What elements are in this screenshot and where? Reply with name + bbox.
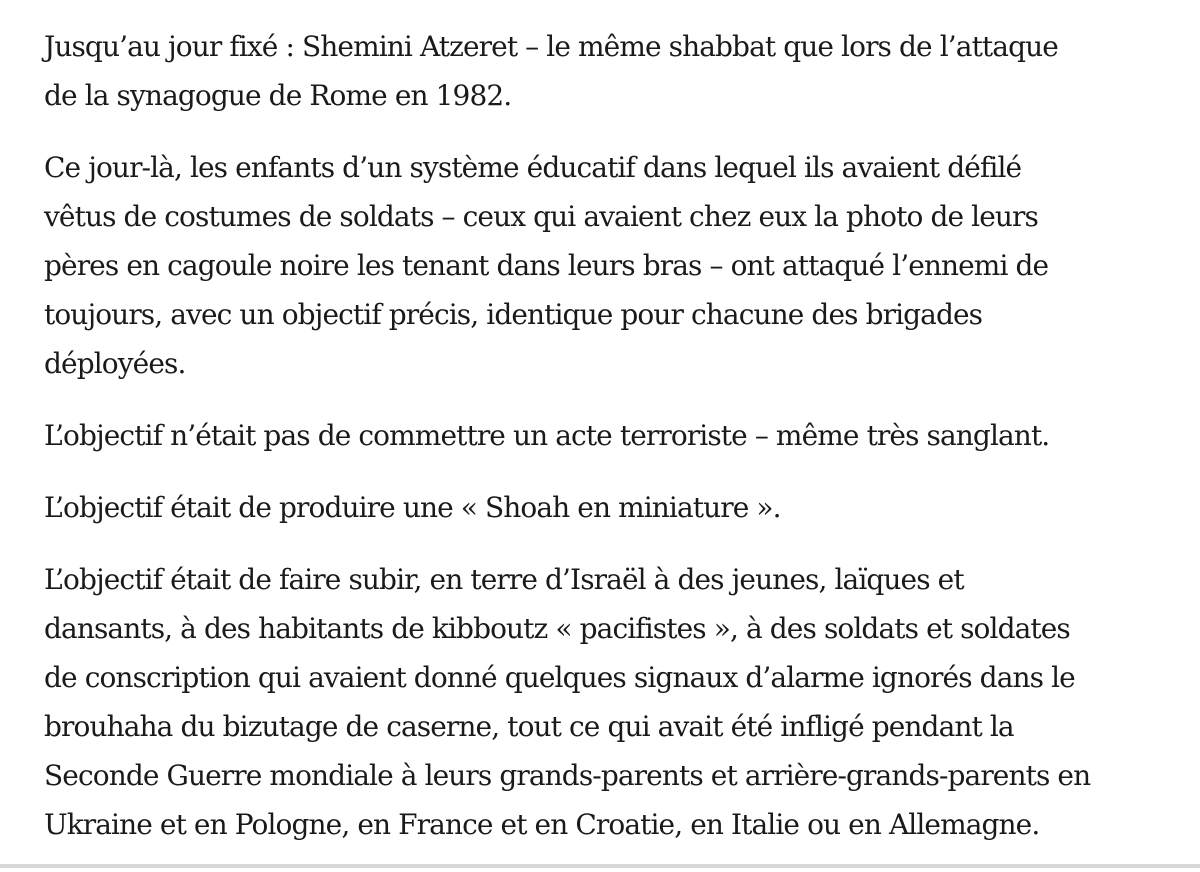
paragraph-5: L’objectif était de faire subir, en terre d’Israël à des jeunes, laïques et dansants, à des habitants de kibboutz « pacifistes », à des soldats et soldates de conscription qui avaient donné quelques signaux d’alarme ignorés dans le brouhaha du bizutage de caserne, tout ce qui avait été infligé pendant la Seconde Guerre mondiale à leurs grands-parents et arrière-grands-parents en Ukraine et en Pologne, en France et en Croatie, en Italie ou en Allemagne.: [44, 563, 1091, 841]
paragraph-1: Jusqu’au jour fixé : Shemini Atzeret – le même shabbat que lors de l’attaque de la synagogue de Rome en 1982.: [44, 30, 1058, 112]
bottom-divider: [0, 864, 1200, 868]
article-body: [44, 22, 1164, 872]
paragraph-4: L’objectif était de produire une « Shoah en miniature ».: [44, 491, 781, 524]
paragraph-3: L’objectif n’était pas de commettre un acte terroriste – même très sanglant.: [44, 419, 1050, 452]
paragraph-2: Ce jour-là, les enfants d’un système éducatif dans lequel ils avaient défilé vêtus de costumes de soldats – ceux qui avaient chez eux la photo de leurs pères en cagoule noire les tenant dans leurs bras – ont attaqué l’ennemi de toujours, avec un objectif précis, identique pour chacune des brigades déployées.: [44, 151, 1049, 380]
